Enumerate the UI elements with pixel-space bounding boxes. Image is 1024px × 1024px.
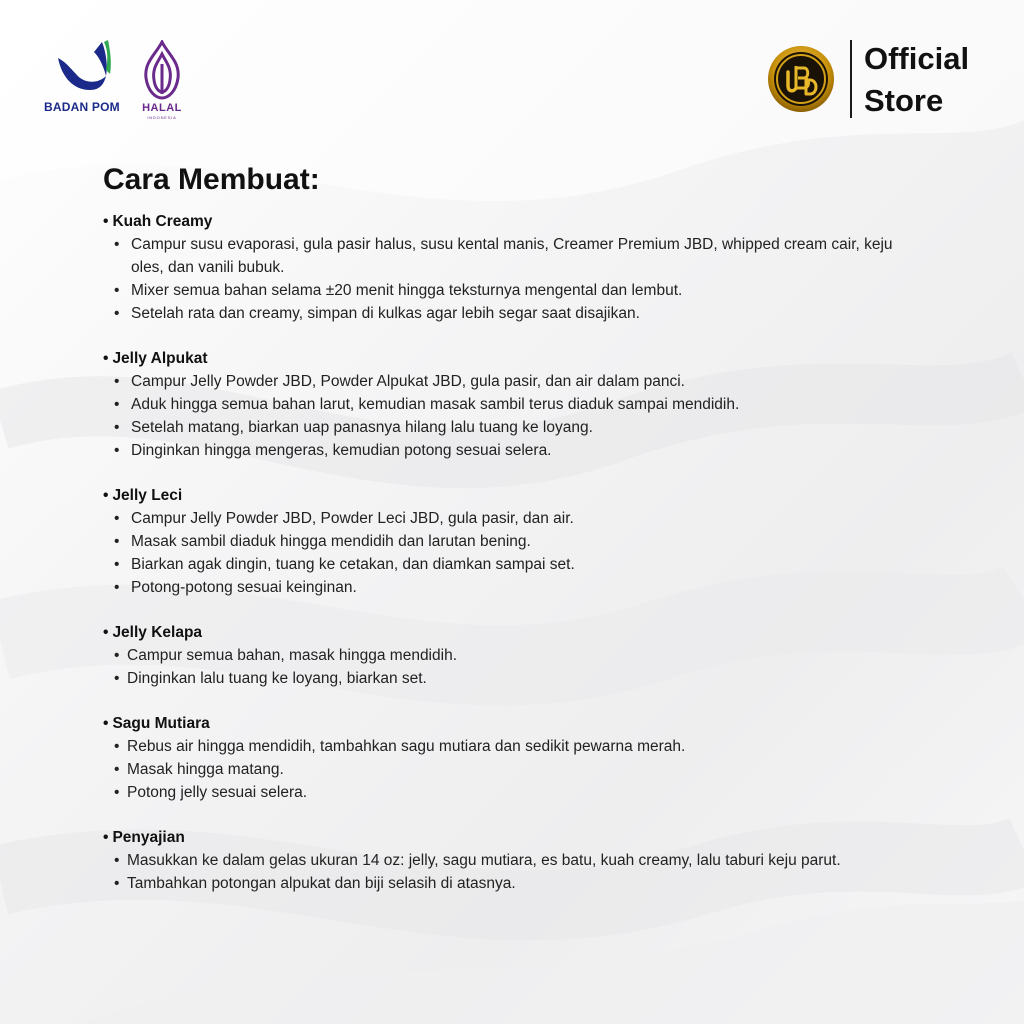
step-item: • Campur Jelly Powder JBD, Powder Leci JBD, gula pasir, dan air.	[103, 507, 923, 530]
page-title: Cara Membuat:	[103, 163, 320, 196]
section-jelly-alpukat	[103, 347, 923, 462]
section-heading: • Jelly Kelapa	[103, 624, 203, 641]
section-heading: • Jelly Leci	[103, 487, 183, 504]
jbd-brand-logo	[766, 44, 836, 114]
header-divider	[850, 40, 852, 118]
halal-sub-label: INDONESIA	[147, 115, 177, 120]
step-item: • Biarkan agak dingin, tuang ke cetakan, dan diamkan sampai set.	[103, 553, 923, 576]
step-item: • Masukkan ke dalam gelas ukuran 14 oz: jelly, sagu mutiara, es batu, kuah creamy, lalu taburi keju parut.	[103, 849, 923, 872]
step-item: • Aduk hingga semua bahan larut, kemudian masak sambil terus diaduk sampai mendidih.	[103, 393, 923, 416]
step-item: • Dinginkan hingga mengeras, kemudian potong sesuai selera.	[103, 439, 923, 462]
section-heading-text: Jelly Alpukat	[112, 350, 208, 367]
bpom-label: BADAN POM	[44, 100, 120, 114]
step-item: • Tambahkan potongan alpukat dan biji selasih di atasnya.	[103, 872, 923, 895]
step-item: • Setelah rata dan creamy, simpan di kulkas agar lebih segar saat disajikan.	[103, 302, 923, 325]
section-heading-text: Penyajian	[112, 829, 185, 846]
step-item: • Rebus air hingga mendidih, tambahkan sagu mutiara dan sedikit pewarna merah.	[103, 735, 923, 758]
section-heading: • Sagu Mutiara	[103, 715, 210, 732]
step-item: • Dinginkan lalu tuang ke loyang, biarkan set.	[103, 667, 923, 690]
section-penyajian	[103, 826, 923, 895]
official-store-label	[864, 38, 969, 122]
section-sagu-mutiara	[103, 712, 923, 804]
section-heading-text: Jelly Kelapa	[112, 624, 203, 641]
recipe-content	[103, 160, 923, 917]
section-jelly-leci	[103, 484, 923, 599]
section-heading-text: Jelly Leci	[112, 487, 183, 504]
section-heading-text: Kuah Creamy	[112, 213, 213, 230]
step-item: • Setelah matang, biarkan uap panasnya hilang lalu tuang ke loyang.	[103, 416, 923, 439]
official-store-line2: Store	[864, 83, 944, 118]
section-jelly-kelapa	[103, 621, 923, 690]
badan-pom-logo	[44, 40, 130, 120]
step-item: • Campur semua bahan, masak hingga mendidih.	[103, 644, 923, 667]
badan-pom-icon	[44, 40, 130, 98]
halal-label: HALAL	[142, 102, 182, 114]
official-store-line1: Official	[864, 41, 970, 76]
section-heading: • Kuah Creamy	[103, 213, 213, 230]
step-item: • Campur Jelly Powder JBD, Powder Alpukat JBD, gula pasir, dan air dalam panci.	[103, 370, 923, 393]
step-item: • Mixer semua bahan selama ±20 menit hingga teksturnya mengental dan lembut.	[103, 279, 923, 302]
halal-icon	[134, 40, 190, 102]
section-kuah-creamy	[103, 210, 923, 325]
step-item: • Masak sambil diaduk hingga mendidih dan larutan bening.	[103, 530, 923, 553]
jbd-emblem-icon	[766, 44, 836, 114]
halal-logo	[134, 40, 190, 122]
step-item: • Masak hingga matang.	[103, 758, 923, 781]
step-item: • Potong jelly sesuai selera.	[103, 781, 923, 804]
step-item: • Campur susu evaporasi, gula pasir halus, susu kental manis, Creamer Premium JBD, whipped cream cair, keju oles, dan vanili bubuk.	[103, 233, 923, 279]
section-heading-text: Sagu Mutiara	[112, 715, 210, 732]
section-heading: • Penyajian	[103, 829, 185, 846]
step-item: • Potong-potong sesuai keinginan.	[103, 576, 923, 599]
section-heading: • Jelly Alpukat	[103, 350, 208, 367]
